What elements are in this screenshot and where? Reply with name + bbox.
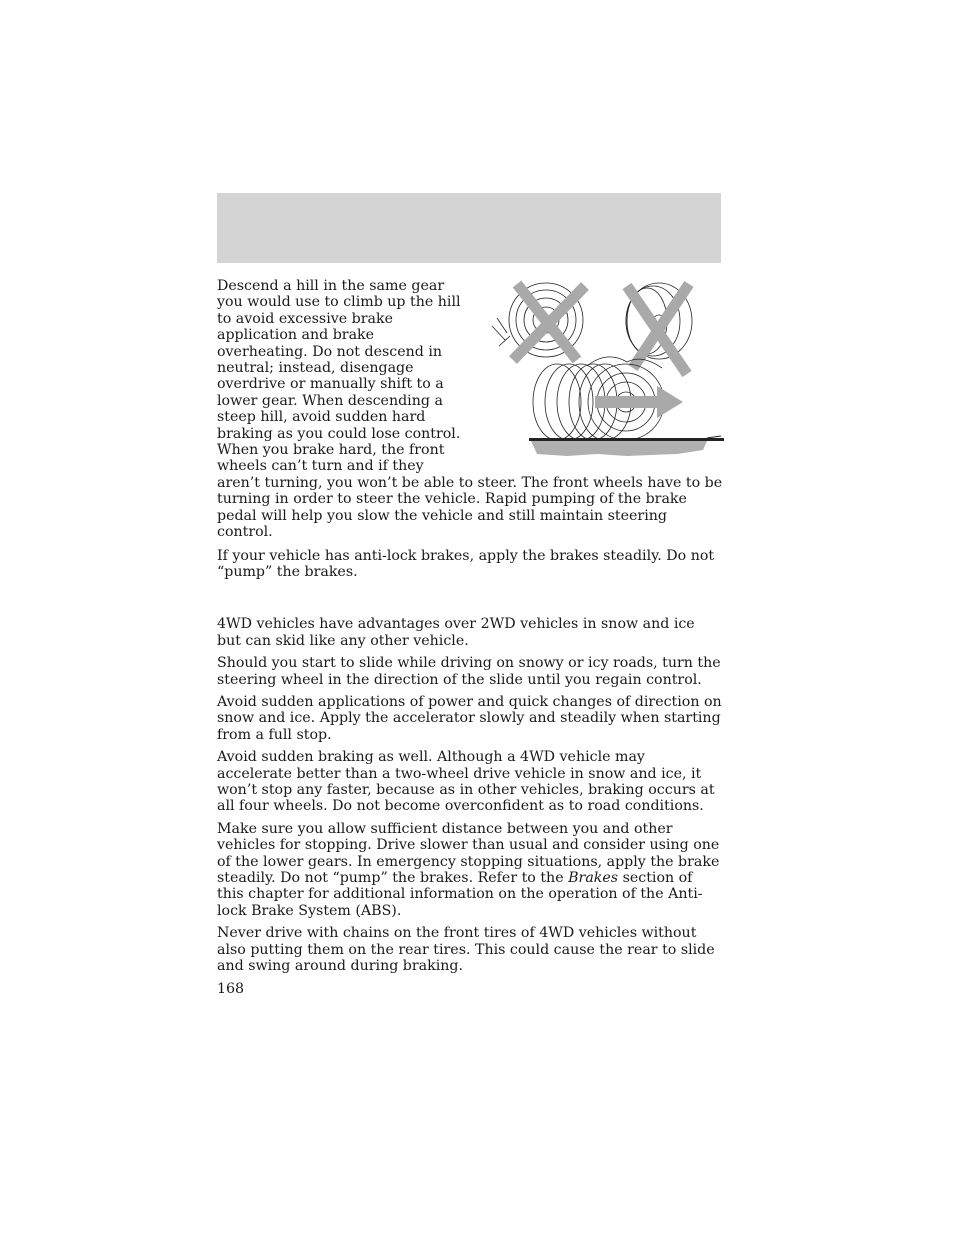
paragraph-chains: Never drive with chains on the front tires of 4WD vehicles without also putting them on the rear tires. This could cause the rear to slide and swing around during braking. <box>217 925 715 975</box>
brakes-section-reference: Brakes <box>568 870 619 886</box>
distance-text-a: Make sure you allow sufficient distance between you and other vehicles for stopping. Drive slower than usual and consider using one of the lower gears. In emergency stopping situations, apply the brake steadily. Do not “pump” the brakes. Refer to the <box>217 820 720 886</box>
section-header-band <box>217 193 721 263</box>
ground-icon <box>529 436 724 456</box>
paragraph-distance <box>217 821 723 919</box>
distance-text-b: section of this chapter for additional information on the operation of the Anti-lock Brake System (ABS). <box>217 870 703 919</box>
paragraph-power: Avoid sudden applications of power and quick changes of direction on snow and ice. Apply the accelerator slowly and steadily when starting from a full stop. <box>217 693 722 743</box>
direction-arrow-icon <box>595 386 683 418</box>
page-number: 168 <box>217 981 245 997</box>
rolling-tire-illustration <box>477 278 727 468</box>
paragraph-antilock: If your vehicle has anti-lock brakes, apply the brakes steadily. Do not “pump” the brakes. <box>217 547 715 580</box>
paragraph-advantages: 4WD vehicles have advantages over 2WD vehicles in snow and ice but can skid like any other vehicle. <box>217 616 695 649</box>
paragraph-braking: Avoid sudden braking as well. Although a 4WD vehicle may accelerate better than a two-wheel drive vehicle in snow and ice, it won’t stop any faster, because as in other vehicles, braking occurs at all four wheels. Do not become overconfident as to road conditions. <box>217 749 715 815</box>
paragraph-slide: Should you start to slide while driving on snowy or icy roads, turn the steering wheel in the direction of the slide until you regain control. <box>217 655 721 688</box>
tire-illustration-svg <box>477 278 727 468</box>
paragraph-descend: Descend a hill in the same gear you would use to climb up the hill to avoid excessive brake application and brake overheating. Do not descend in neutral; instead, disengage overdrive or manually shift to a lower gear. When descending a steep hill, avoid sudden hard braking as you could lose control. When you brake hard, the front wheels can’t turn and if they aren’t turning, you won’t be able to steer. The front wheels have to be turning in order to steer the vehicle. Rapid pumping of the brake pedal will help you slow the vehicle and still maintain steering control. <box>217 278 723 541</box>
page-content <box>217 278 723 980</box>
